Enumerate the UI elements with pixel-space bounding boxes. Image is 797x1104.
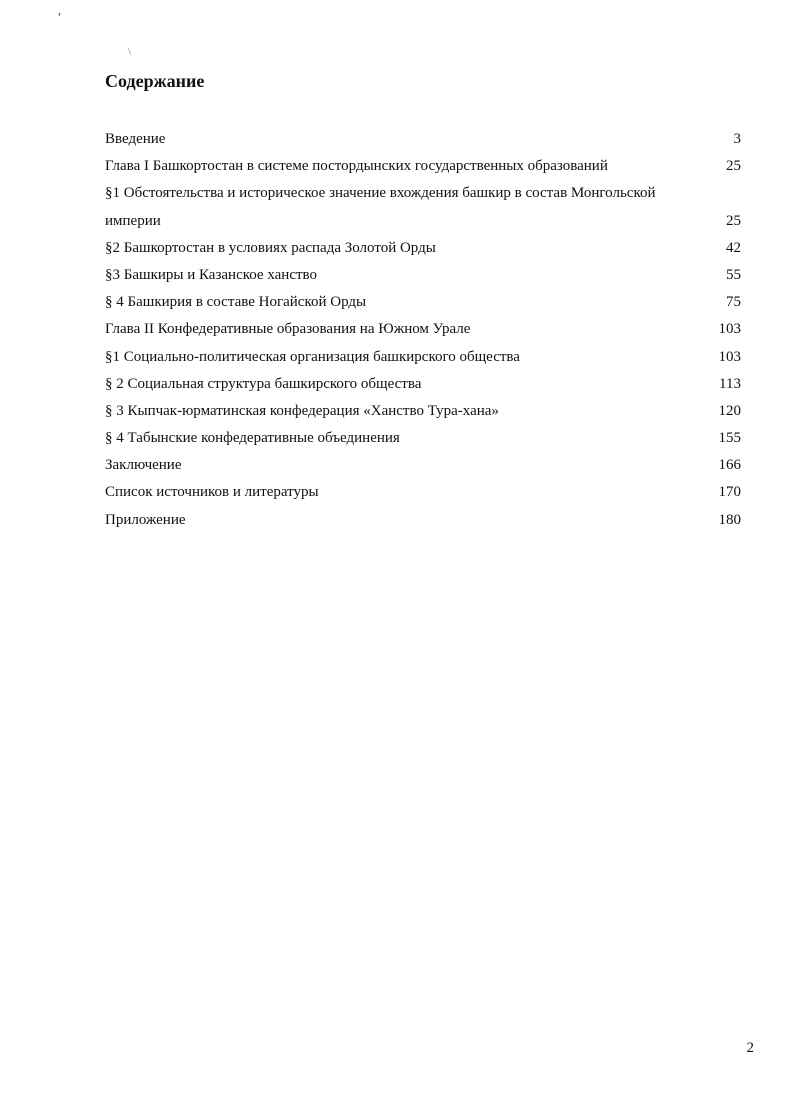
toc-entry-title: Приложение [105, 511, 186, 528]
toc-entry [105, 452, 741, 479]
toc-entry-page: 25 [726, 212, 741, 229]
toc-entry [105, 344, 741, 371]
toc-entry-title: § 4 Табынские конфедеративные объединения [105, 430, 400, 447]
toc-entry-title: Заключение [105, 457, 182, 474]
toc-entry-page: 120 [718, 402, 741, 419]
page-title: Содержание [105, 71, 205, 91]
toc-entry [105, 126, 741, 153]
toc-entry-page: 3 [733, 130, 741, 147]
toc-entry [105, 235, 741, 262]
toc-entry-page: 55 [726, 266, 741, 283]
toc-entry [105, 507, 741, 534]
toc-entry-page: 103 [718, 348, 741, 365]
toc-entry-page: 42 [726, 239, 741, 256]
scan-speck: , [58, 3, 61, 17]
toc-entry-title: §2 Башкортостан в условиях распада Золотой Орды [105, 239, 436, 256]
toc-entry-page: 25 [726, 158, 741, 175]
toc-entry [105, 289, 741, 316]
toc-entry [105, 371, 741, 398]
toc-entry-title: Глава II Конфедеративные образования на Южном Урале [105, 321, 471, 338]
toc-entry-title: §3 Башкиры и Казанское ханство [105, 266, 318, 283]
page-number: 2 [746, 1040, 754, 1056]
toc-entry [105, 398, 741, 425]
toc-entry-title: § 4 Башкирия в составе Ногайской Орды [105, 294, 367, 311]
toc-entry-page: 170 [718, 484, 741, 501]
toc-entry-title: § 2 Социальная структура башкирского общества [105, 375, 422, 392]
toc-entry-page: 180 [718, 511, 741, 528]
toc-entry-page: 103 [718, 321, 741, 338]
toc-entry [105, 153, 741, 180]
toc-entry-title: §1 Обстоятельства и историческое значение вхождения башкир в состав Монгольской империи [105, 185, 656, 229]
toc-entry-title: Глава I Башкортостан в системе постордынских государственных образований [105, 158, 608, 175]
toc-entry-page: 166 [718, 457, 741, 474]
toc-entry-title: §1 Социально-политическая организация башкирского общества [105, 348, 520, 365]
toc-entry [105, 180, 741, 234]
toc-entry-title: § 3 Кыпчак-юрматинская конфедерация «Ханство Тура-хана» [105, 402, 499, 419]
toc-entry-title: Список источников и литературы [105, 484, 319, 501]
toc-entry-page: 75 [726, 294, 741, 311]
toc-entry-page: 113 [719, 375, 741, 392]
toc-entry [105, 425, 741, 452]
toc-entry-title: Введение [105, 131, 166, 147]
toc-entry [105, 479, 741, 506]
toc-entry [105, 262, 741, 289]
table-of-contents [105, 126, 741, 534]
toc-entry [105, 316, 741, 343]
scan-mark: \ [128, 46, 132, 58]
toc-entry-page: 155 [718, 430, 741, 447]
